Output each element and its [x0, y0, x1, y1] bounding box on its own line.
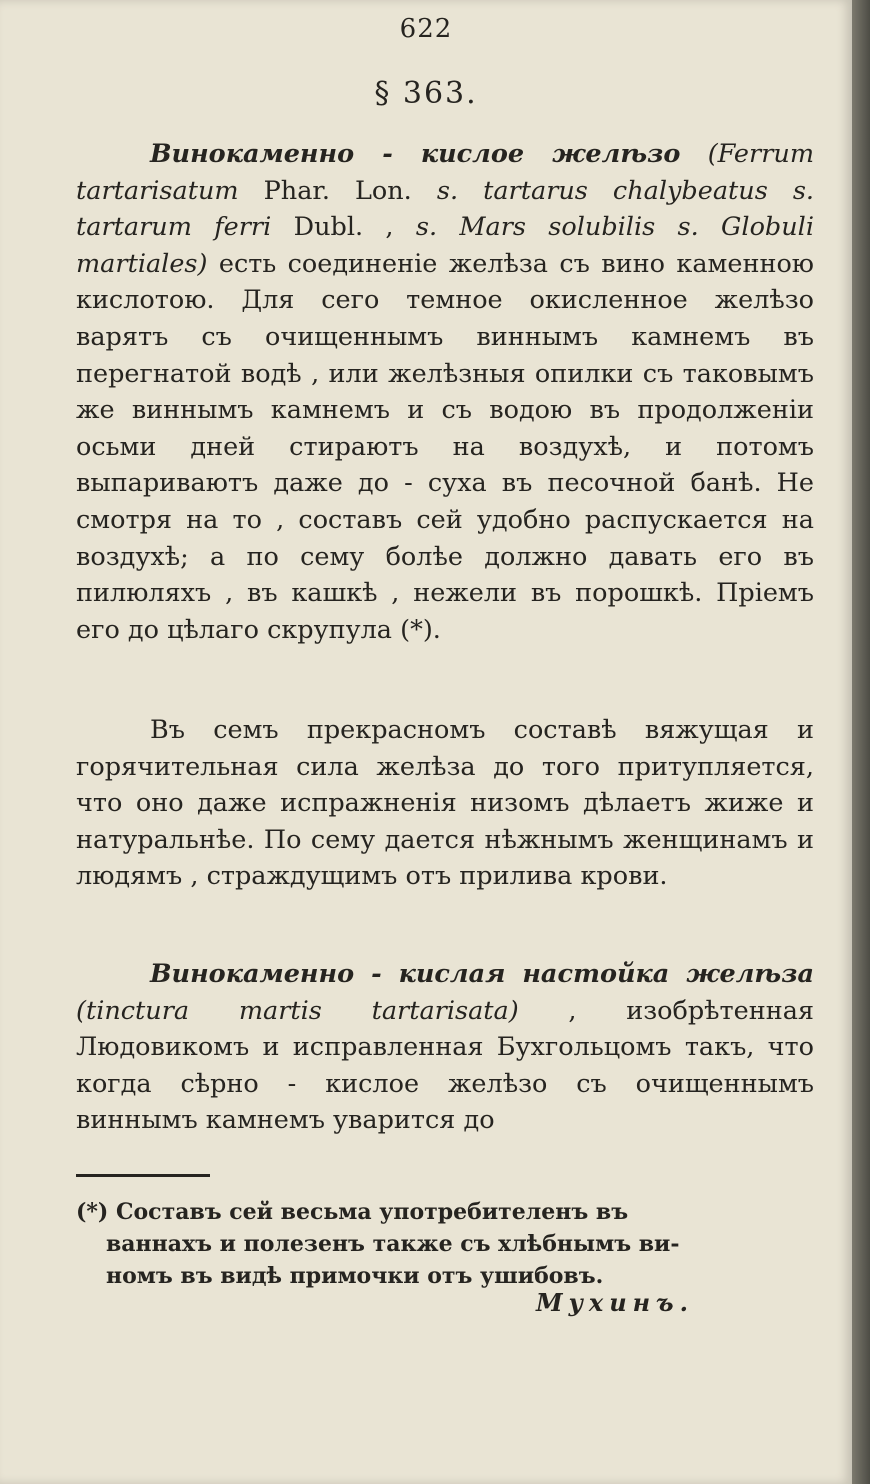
paragraph-ferrum-tartarisatum — [76, 136, 814, 648]
paragraph-properties — [76, 712, 814, 895]
term-heading: Винокаменно - кислое желѣзо — [150, 139, 681, 169]
footnote-signature: Мухинъ. — [536, 1288, 694, 1317]
latin-synonym: s. Mars solubilis s. Globuli martiales) — [76, 212, 814, 279]
latin-synonym: s. tartarus chalybeatus s. tartarum ferri — [76, 175, 815, 243]
paragraph-text — [76, 136, 814, 648]
footnote-marker: (*) — [76, 1199, 109, 1225]
body-text: есть соединеніе желѣза съ вино каменною кислотою. Для сего темное окисленное желѣзо варятъ съ очищеннымъ виннымъ камнемъ въ перегнатой водѣ , или желѣзныя опилки съ таковымъ же виннымъ камнемъ и съ водою въ продолженіи осьми дней стираютъ на воздухѣ, и потомъ выпариваютъ даже до - суха въ песочной банѣ. Не смотря на то , составъ сей удобно распускается на воздухѣ; а по сему болѣе должно давать его въ пилюляхъ , въ кашкѣ , нежели въ порошкѣ. Пріемъ его до цѣлаго скрупула (*). — [76, 248, 815, 645]
section-heading: § 363. — [374, 76, 478, 111]
paragraph-text — [76, 956, 814, 1139]
latin-name: (Ferrum tartarisatum — [76, 139, 815, 206]
latin-name: (tinctura martis tartarisata) — [76, 995, 519, 1026]
term-heading: Винокаменно - кислая настойка желѣза — [150, 959, 814, 989]
body-text: , изобрѣтенная Людовикомъ и исправленная Бухгольцомъ такъ, что когда сѣрно - кислое желѣзо съ очищеннымъ виннымъ камнемъ уварится до — [76, 995, 814, 1136]
page-number: 622 — [399, 14, 453, 44]
footnote-line: номъ въ видѣ примочки отъ ушибовъ. — [106, 1263, 604, 1289]
paragraph-text: Въ семъ прекрасномъ составѣ вяжущая и горячительная сила желѣза до того притупляется, что оно даже испражненія низомъ дѣлаетъ жиже и натуральнѣе. По сему дается нѣжнымъ женщинамъ и людямъ , страждущимъ отъ прилива крови. — [76, 715, 814, 892]
pharmacopoeia-abbr: Phar. Lon. — [263, 175, 412, 206]
pharmacopoeia-abbr: Dubl. , — [293, 212, 394, 243]
footnote-text: Составъ сей весьма употребителенъ въ — [116, 1199, 629, 1225]
footnote-line: ваннахъ и полезенъ также съ хлѣбнымъ ви- — [106, 1231, 680, 1257]
footnote-divider — [76, 1174, 210, 1177]
paragraph-tinctura — [76, 956, 814, 1139]
footnote-line — [76, 1196, 816, 1228]
footnote — [76, 1196, 816, 1292]
book-edge — [852, 0, 870, 1484]
